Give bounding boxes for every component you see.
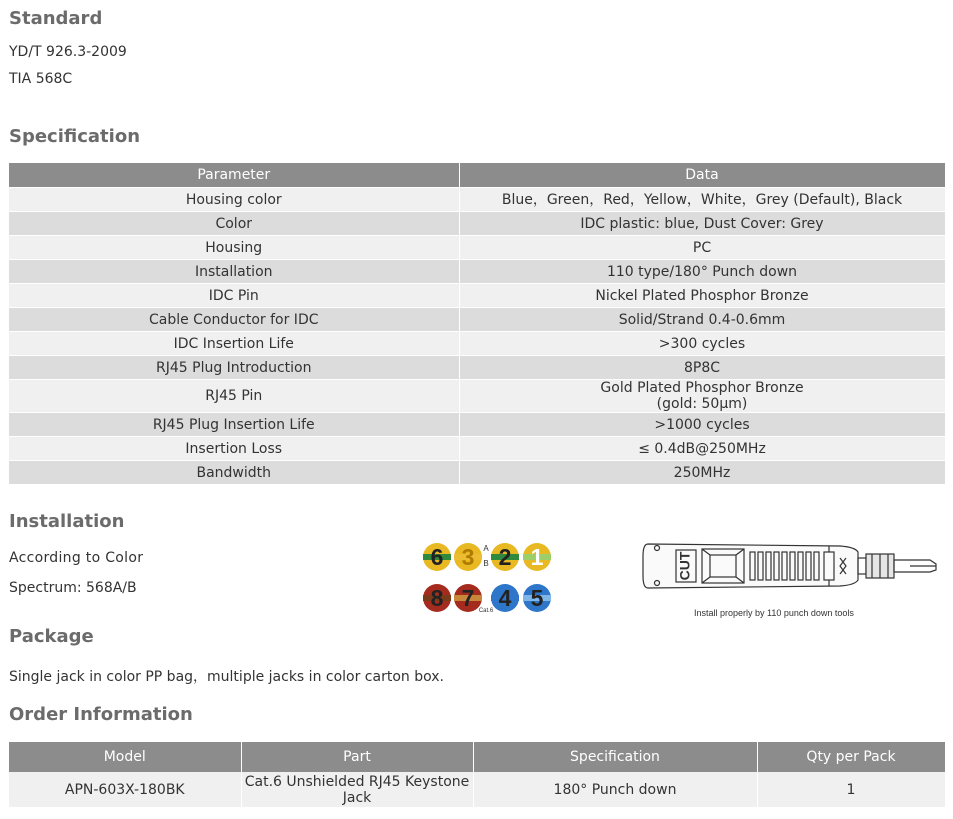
pin-7-marker (454, 584, 482, 612)
pin-number: 5 (530, 585, 544, 611)
model-cell: APN-603X-180BK (9, 772, 241, 807)
data-cell: PC (459, 236, 945, 260)
standard-line: TIA 568C (9, 71, 73, 87)
installation-line: According to Color (9, 550, 144, 566)
column-header-data: Data (459, 163, 945, 188)
qty-cell: 1 (757, 772, 945, 807)
parameter-cell: Bandwidth (9, 461, 459, 485)
pin-2-marker (491, 543, 519, 571)
data-cell: 250MHz (459, 461, 945, 485)
standard-line: YD/T 926.3-2009 (9, 44, 127, 60)
table-row (9, 212, 945, 236)
table-row (9, 413, 945, 437)
parameter-cell: Installation (9, 260, 459, 284)
table-row (9, 772, 945, 807)
pin-number: 4 (498, 585, 512, 611)
data-cell: IDC plastic: blue, Dust Cover: Grey (459, 212, 945, 236)
label-a: A (483, 544, 489, 553)
pin-number: 2 (498, 544, 512, 570)
column-header-part: Part (241, 742, 473, 772)
data-cell: 110 type/180° Punch down (459, 260, 945, 284)
tool-cut-label: CUT (676, 551, 693, 581)
installation-line: Spectrum: 568A/B (9, 580, 137, 596)
pin-number: 1 (530, 544, 544, 570)
table-row (9, 284, 945, 308)
parameter-cell: Housing color (9, 188, 459, 212)
order-heading: Order Information (9, 704, 193, 725)
data-cell: ≤ 0.4dB@250MHz (459, 437, 945, 461)
package-text: Single jack in color PP bag，multiple jacks in color carton box. (9, 669, 444, 685)
pin-6-marker (423, 543, 451, 571)
table-row (9, 236, 945, 260)
table-row (9, 260, 945, 284)
parameter-cell: IDC Insertion Life (9, 332, 459, 356)
label-cat: Cat.6 (478, 608, 494, 614)
column-header-specification: Specification (473, 742, 757, 772)
table-row (9, 308, 945, 332)
pin-4-marker (491, 584, 519, 612)
data-cell: Gold Plated Phosphor Bronze (gold: 50μm) (459, 380, 945, 413)
table-row (9, 461, 945, 485)
parameter-cell: Housing (9, 236, 459, 260)
specification-cell: 180° Punch down (473, 772, 757, 807)
data-cell: >1000 cycles (459, 413, 945, 437)
pin-number: 6 (430, 544, 444, 570)
data-cell: Solid/Strand 0.4-0.6mm (459, 308, 945, 332)
data-cell: Nickel Plated Phosphor Bronze (459, 284, 945, 308)
table-row (9, 380, 945, 413)
pin-8-marker (423, 584, 451, 612)
wiring-color-diagram (420, 536, 560, 620)
table-row (9, 437, 945, 461)
parameter-cell: RJ45 Pin (9, 380, 459, 413)
label-b: B (483, 559, 489, 568)
pin-5-marker (523, 584, 551, 612)
column-header-qty: Qty per Pack (757, 742, 945, 772)
parameter-cell: Insertion Loss (9, 437, 459, 461)
specification-table (9, 163, 946, 484)
specification-heading: Specification (9, 126, 141, 147)
parameter-cell: RJ45 Plug Insertion Life (9, 413, 459, 437)
column-header-parameter: Parameter (9, 163, 459, 188)
standard-heading: Standard (9, 8, 103, 29)
pin-3-marker (454, 543, 482, 571)
order-table-body (9, 772, 945, 807)
parameter-cell: RJ45 Plug Introduction (9, 356, 459, 380)
tool-caption: Install properly by 110 punch down tools (694, 608, 854, 618)
column-header-model: Model (9, 742, 241, 772)
part-cell: Cat.6 Unshielded RJ45 Keystone Jack (241, 772, 473, 807)
parameter-cell: Cable Conductor for IDC (9, 308, 459, 332)
table-row (9, 356, 945, 380)
order-table (9, 742, 946, 807)
pin-number: 7 (461, 585, 475, 611)
punch-down-tool-illustration (640, 536, 942, 596)
pin-1-marker (523, 543, 551, 571)
table-row (9, 188, 945, 212)
parameter-cell: Color (9, 212, 459, 236)
installation-heading: Installation (9, 511, 125, 532)
data-cell: >300 cycles (459, 332, 945, 356)
data-cell: Blue，Green，Red，Yellow，White，Grey (Default), Black (459, 188, 945, 212)
pin-number: 3 (461, 544, 475, 570)
table-row (9, 332, 945, 356)
data-cell: 8P8C (459, 356, 945, 380)
pin-number: 8 (430, 585, 444, 611)
specification-table-body (9, 188, 945, 485)
parameter-cell: IDC Pin (9, 284, 459, 308)
package-heading: Package (9, 626, 94, 647)
